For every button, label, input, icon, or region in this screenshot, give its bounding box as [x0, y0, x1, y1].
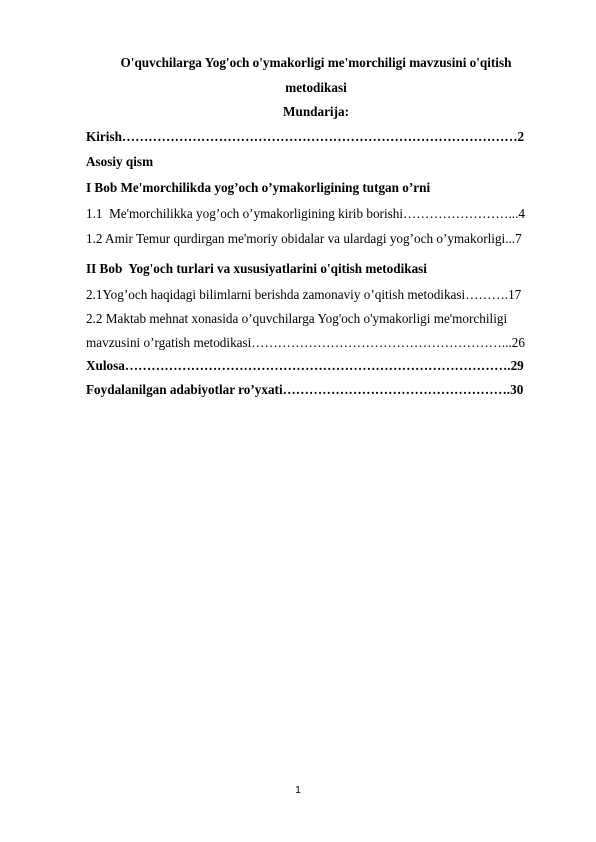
- toc-item-chapter-1: I Bob Me'morchilikda yog’och o’ymakorligining tutgan o’rni: [86, 180, 431, 195]
- toc-item-section-2-2-cont: mavzusini o’rgatish metodikasi…………………………………………………...26: [86, 335, 525, 350]
- toc-item-section-1-1: 1.1 Me'morchilikka yog’och o’ymakorligining kirib borishi……………………...4: [86, 206, 525, 221]
- toc-item-references: Foydalanilgan adabiyotlar ro’yxati…………………………………………….30: [86, 382, 524, 397]
- toc-item-chapter-2: II Bob Yog'och turlari va xususiyatlarini o'qitish metodikasi: [86, 261, 427, 276]
- toc-item-main-part: Asosiy qism: [86, 154, 154, 169]
- toc-item-section-1-2: 1.2 Amir Temur qurdirgan me'moriy obidalar va ulardagi yog’och o’ymakorligi...7: [86, 231, 522, 246]
- toc-item-conclusion: Xulosa…………………………………………………………………………….29: [86, 358, 524, 373]
- toc-heading: Mundarija:: [283, 104, 349, 119]
- page-number: 1: [295, 785, 301, 796]
- toc-item-intro: Kirish………………………………………………………………………………2: [86, 129, 525, 144]
- toc-item-section-2-2: 2.2 Maktab mehnat xonasida o’quvchilarga Yog'och o'ymakorligi me'morchiligi: [86, 311, 508, 326]
- document-title-line-2: metodikasi: [285, 80, 347, 95]
- document-title-line-1: O'quvchilarga Yog'och o'ymakorligi me'morchiligi mavzusini o'qitish: [120, 55, 512, 70]
- toc-item-section-2-1: 2.1Yog’och haqidagi bilimlarni berishda zamonaviy o’qitish metodikasi……….17: [86, 287, 522, 302]
